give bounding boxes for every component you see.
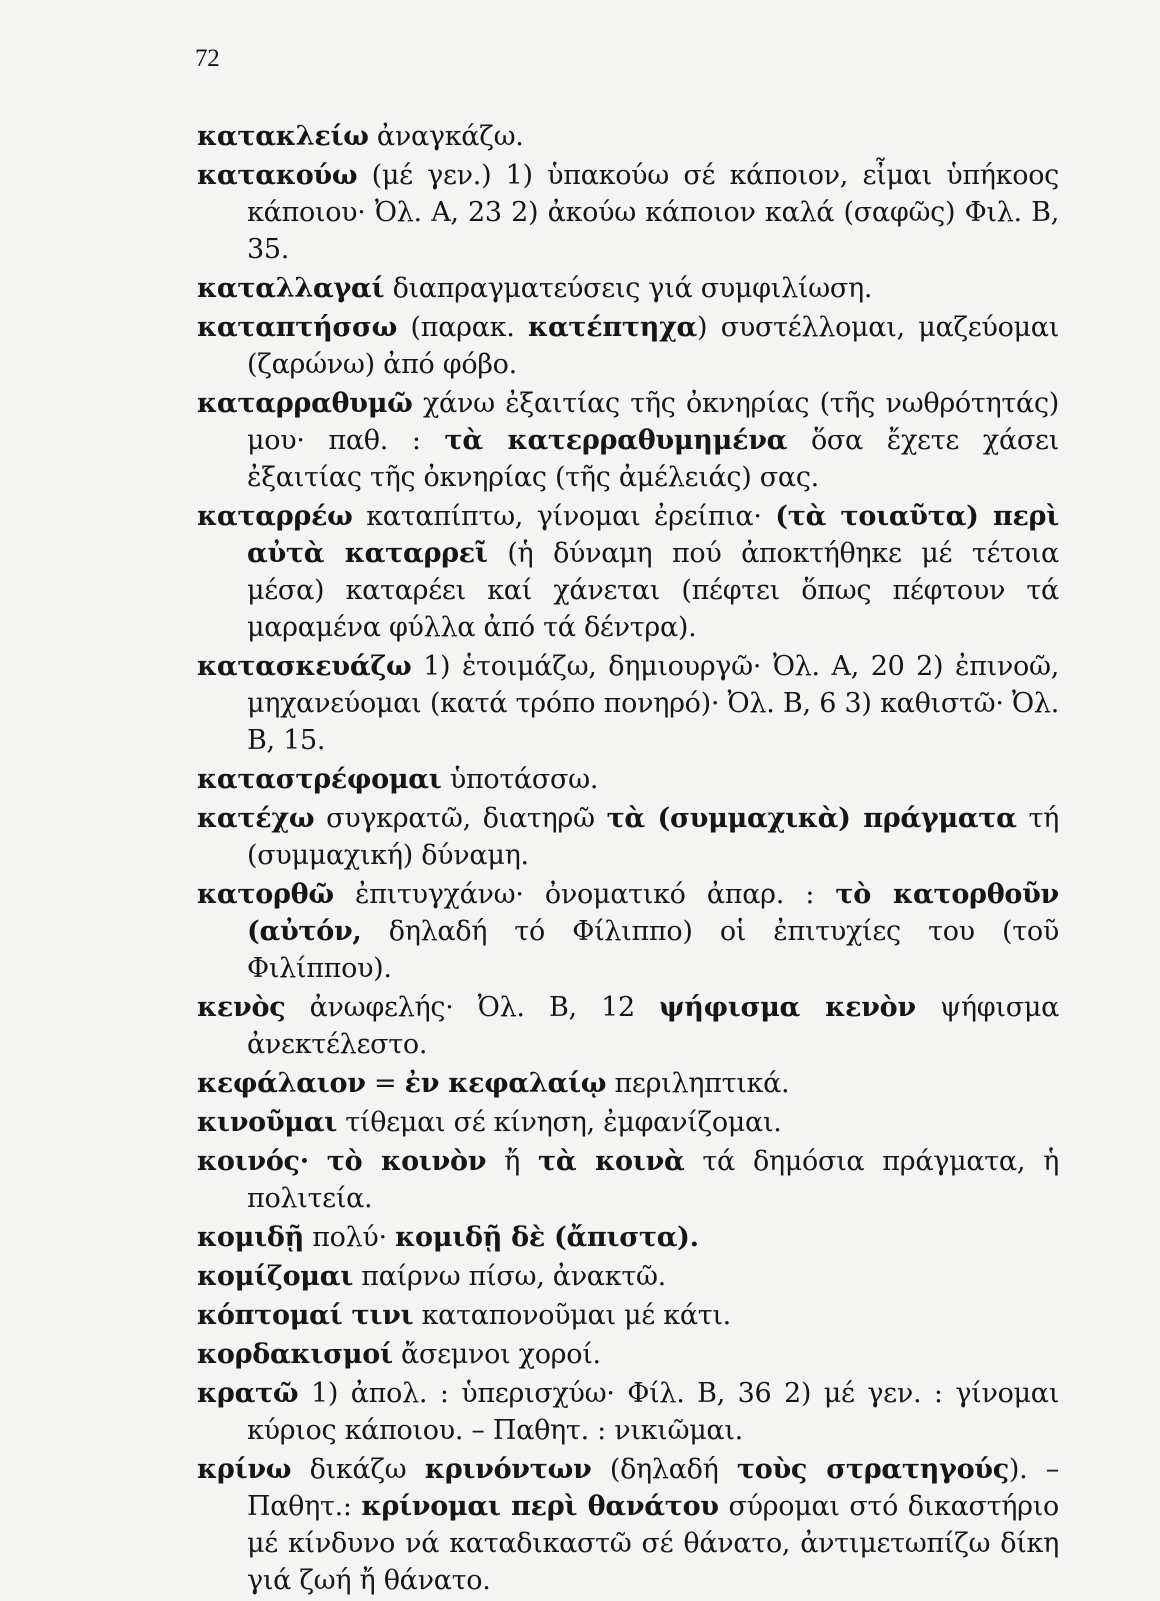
glossary-entry-14 [197,1219,1059,1256]
definition: 1) ἑτοιμάζω, δημιουργῶ· Ὀλ. Α, 20 2) ἐπινοῶ, μηχανεύομαι (κατά τρόπο πονηρό)· Ὀλ. Β, 6 3) καθιστῶ· Ὀλ. Β, 15. [247,651,1059,756]
bold-phrase: ψήφισμα κενὸν [659,992,916,1023]
glossary-entry-18 [197,1375,1059,1449]
definition-prefix: ἀνωφελής· Ὀλ. Β, 12 [285,992,660,1023]
headword: καταστρέφομαι [197,764,442,795]
glossary-entry-2 [197,270,1059,307]
bold-phrase: τὸ κοινὸν [326,1146,487,1177]
connector: (δηλαδή [591,1454,737,1485]
glossary-entry-6 [197,648,1059,759]
glossary-entry-17 [197,1336,1059,1373]
headword: καταρραθυμῶ [197,388,413,419]
definition: τά δημόσια πράγματα, ἡ πολιτεία. [247,1146,1059,1214]
definition: ἀναγκάζω. [368,121,524,152]
connector: ἤ [486,1146,538,1177]
definition: διαπραγματεύσεις γιά συμφιλίωση. [384,273,873,304]
glossary-entries [197,118,1059,1601]
glossary-entry-3 [197,309,1059,383]
definition-prefix: συγκρατῶ, διατηρῶ [314,803,607,834]
glossary-entry-11 [197,1065,1059,1102]
bold-phrase: κρινόντων [424,1454,592,1485]
headword: κατακούω [197,160,358,191]
headword: κατέχω [197,803,315,834]
definition: ) συστέλλομαι, μαζεύομαι (ζαρώνω) ἀπό φόβο. [247,312,1059,380]
definition: ψήφισμα ἀνεκτέλεστο. [247,992,1060,1060]
headword: κεφάλαιον [197,1068,366,1099]
definition: ὑποτάσσω. [441,764,599,795]
definition-prefix: (παρακ. [397,312,529,343]
definition: περιληπτικά. [606,1068,790,1099]
glossary-entry-13 [197,1143,1059,1217]
bold-phrase: κατέπτηχα [528,312,698,343]
definition: (ἡ δύναμη πού ἀποκτήθηκε μέ τέτοια μέσα) καταρέει καί χάνεται (πέφτει ὅπως πέφτουν τά μαραμένα φύλλα ἀπό τά δέντρα). [247,538,1059,643]
glossary-entry-4 [197,385,1059,496]
bold-phrase: (τὰ τοιαῦτα) περὶ αὐτὰ καταρρεῖ [247,501,1059,569]
definition: τίθεμαι σέ κίνηση, ἐμφανίζομαι. [336,1107,782,1138]
glossary-entry-1 [197,157,1059,268]
headword: καταρρέω [197,501,353,532]
glossary-entry-7 [197,761,1059,798]
page-number: 72 [195,45,220,72]
definition: τή (συμμαχική) δύναμη. [247,803,1060,871]
definition-prefix: δικάζω [291,1454,425,1485]
definition-prefix: χάνω ἐξαιτίας τῆς ὀκνηρίας (τῆς νωθρότητάς) μου· παθ. : [247,388,1059,456]
glossary-entry-10 [197,989,1059,1063]
headword: καταλλαγαί [197,273,385,304]
bold-phrase: τοὺς στρατηγούς [736,1454,1009,1485]
bold-phrase: τὰ κοινὰ [537,1146,685,1177]
glossary-entry-9 [197,876,1059,987]
definition: ὅσα ἔχετε χάσει ἐξαιτίας τῆς ὀκνηρίας (τῆς ἀμέλειάς) σας. [247,425,1059,493]
headword: κόπτομαί τινι [197,1300,414,1331]
headword: κρατῶ [197,1378,299,1409]
bold-phrase: τὸ κατορθοῦν (αὐτόν, [247,879,1059,947]
glossary-entry-5 [197,498,1059,646]
definition-prefix: καταπίπτω, γίνομαι ἐρείπια· [352,501,776,532]
headword: κορδακισμοί [197,1339,393,1370]
definition-prefix [309,1146,327,1177]
headword: κατασκευάζω [197,651,412,682]
definition: σύρομαι στό δικαστήριο μέ κίνδυνο νά καταδικαστῶ σέ θάνατο, ἀντιμετωπίζω δίκη γιά ζωή ἤ θάνατο. [247,1491,1059,1596]
glossary-entry-19 [197,1451,1059,1599]
definition: παίρνω πίσω, ἀνακτῶ. [352,1261,666,1292]
headword: κομιδῇ [197,1222,304,1253]
bold-phrase: ἐν κεφαλαίῳ [404,1068,607,1099]
glossary-entry-15 [197,1258,1059,1295]
headword: κρίνω [197,1454,292,1485]
bold-phrase: τὰ (συμμαχικὰ) πράγματα [606,803,1017,834]
definition-prefix: = [365,1068,405,1099]
definition: δηλαδή τό Φίλιππο) οἱ ἐπιτυχίες του (τοῦ Φιλίππου). [247,916,1059,984]
definition: 1) ἀπολ. : ὑπερισχύω· Φίλ. Β, 36 2) μέ γεν. : γίνομαι κύριος κάποιου. – Παθητ. : νικιῶμαι. [247,1378,1059,1446]
glossary-entry-8 [197,800,1059,874]
headword: κομίζομαι [197,1261,353,1292]
bold-phrase: κρίνομαι περὶ θανάτου [361,1491,719,1522]
headword: κενὸς [197,992,286,1023]
definition-prefix: ἐπιτυγχάνω· ὀνοματικό ἀπαρ. : [333,879,836,910]
headword: καταπτήσσω [197,312,398,343]
definition-prefix: πολύ· [303,1222,396,1253]
bold-phrase: τὰ κατερραθυμημένα [444,425,788,456]
headword: κινοῦμαι [197,1107,337,1138]
glossary-entry-0 [197,118,1059,155]
glossary-entry-16 [197,1297,1059,1334]
definition: καταπονοῦμαι μέ κάτι. [413,1300,731,1331]
headword: κατορθῶ [197,879,334,910]
definition: ἄσεμνοι χοροί. [392,1339,601,1370]
glossary-entry-12 [197,1104,1059,1141]
headword: κατακλείω [197,121,369,152]
connector: ). – Παθητ.: [247,1454,1059,1522]
definition: (μέ γεν.) 1) ὑπακούω σέ κάποιον, εἶμαι ὑπήκοος κάποιου· Ὀλ. Α, 23 2) ἀκούω κάποιον καλά (σαφῶς) Φιλ. Β, 35. [247,160,1059,265]
headword: κοινός· [197,1146,309,1177]
bold-phrase: κομιδῇ δὲ (ἄπιστα). [395,1222,699,1253]
